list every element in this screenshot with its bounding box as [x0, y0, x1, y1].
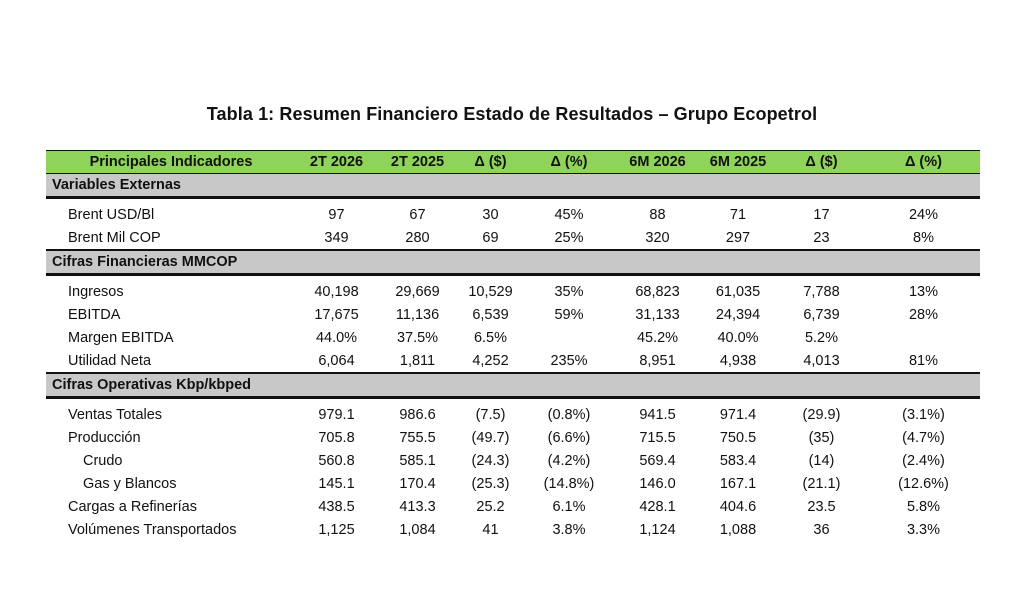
table-cell: 59%	[554, 306, 584, 323]
table-cell: 25.2	[476, 498, 505, 515]
table-cell: (35)	[808, 429, 835, 446]
table-cell: 24,394	[715, 306, 761, 323]
table-cell: 40.0%	[717, 329, 759, 346]
table-cell: 145.1	[318, 475, 355, 492]
table-cell: 979.1	[318, 406, 355, 423]
table-cell: 320	[645, 229, 670, 246]
table-cell: 44.0%	[315, 329, 358, 346]
row-label: Ingresos	[68, 283, 124, 300]
table-cell: 280	[405, 229, 430, 246]
table-cell: (14.8%)	[543, 475, 595, 492]
table-cell: 41	[482, 521, 499, 538]
table-cell: 560.8	[318, 452, 355, 469]
section-header: Cifras Financieras MMCOP	[46, 251, 980, 273]
table-cell: 67	[409, 206, 426, 223]
table-cell: (6.6%)	[547, 429, 591, 446]
column-header: 2T 2026	[309, 154, 364, 170]
column-header: 6M 2025	[709, 154, 767, 170]
column-header: Δ (%)	[550, 154, 588, 170]
table-cell: 45%	[554, 206, 584, 223]
table-cell: 31,133	[635, 306, 680, 323]
row-label: Utilidad Neta	[68, 352, 152, 369]
table-cell: 438.5	[318, 498, 355, 515]
table-cell: 297	[725, 229, 751, 246]
table-cell: 750.5	[719, 429, 757, 446]
table-cell: 8%	[913, 229, 934, 246]
table-cell: 10,529	[468, 283, 513, 300]
table-cell: 81%	[908, 352, 939, 369]
table-cell: 71	[729, 206, 747, 223]
table-cell: 29,669	[395, 283, 440, 300]
table-cell: 1,125	[318, 521, 355, 538]
table-cell: 17,675	[314, 306, 359, 323]
table-row	[46, 403, 980, 426]
table-cell: 1,084	[399, 521, 436, 538]
table-cell: 68,823	[635, 283, 680, 300]
table-cell: 4,252	[472, 352, 509, 369]
table-cell: 8,951	[639, 352, 676, 369]
table-cell: 146.0	[639, 475, 676, 492]
table-cell: (25.3)	[471, 475, 510, 492]
table-cell: (4.7%)	[902, 429, 945, 446]
table-cell: 23	[813, 229, 830, 246]
row-label: Ventas Totales	[68, 406, 163, 423]
row-label: EBITDA	[68, 306, 121, 323]
table-cell: 167.1	[719, 475, 757, 492]
table-cell: 45.2%	[636, 329, 679, 346]
table-cell: 36	[813, 521, 830, 538]
column-header: 2T 2025	[390, 154, 445, 170]
table-cell: 24%	[908, 206, 939, 223]
table-cell: 3.8%	[552, 521, 586, 538]
table-cell: 11,136	[395, 306, 440, 323]
column-header: Principales Indicadores	[89, 154, 253, 170]
table-cell: 97	[328, 206, 345, 223]
column-header: Δ ($)	[805, 154, 838, 170]
table-row	[46, 303, 980, 326]
table-cell: (12.6%)	[898, 475, 949, 492]
table-cell: 715.5	[639, 429, 676, 446]
table-cell: 1,088	[719, 521, 757, 538]
table-header-row	[46, 150, 980, 174]
table-cell: 941.5	[639, 406, 676, 423]
table-cell: 349	[324, 229, 349, 246]
table-title: Tabla 1: Resumen Financiero Estado de Resultados – Grupo Ecopetrol	[206, 104, 818, 124]
table-cell: 583.4	[719, 452, 757, 469]
table-cell: (21.1)	[802, 475, 841, 492]
table-cell: 569.4	[639, 452, 676, 469]
table-row	[46, 326, 980, 349]
column-header: 6M 2026	[629, 154, 686, 170]
table-cell: 17	[813, 206, 830, 223]
column-header: Δ (%)	[904, 154, 942, 170]
table-cell: 755.5	[399, 429, 436, 446]
financial-summary-table	[46, 150, 980, 541]
table-cell: 971.4	[719, 406, 757, 423]
table-cell: (3.1%)	[902, 406, 945, 423]
table-cell: 6,539	[472, 306, 509, 323]
table-cell: 6.5%	[473, 329, 508, 346]
column-header: Δ ($)	[474, 154, 507, 170]
table-cell: 6,739	[803, 306, 840, 323]
table-cell: 13%	[908, 283, 939, 300]
table-cell: 5.8%	[906, 498, 941, 515]
table-row	[46, 518, 980, 541]
row-label: Producción	[68, 429, 141, 446]
table-cell: 235%	[550, 352, 588, 369]
row-label: Crudo	[83, 452, 123, 469]
table-cell: (29.9)	[802, 406, 841, 423]
table-row	[46, 226, 980, 249]
table-row	[46, 203, 980, 226]
table-cell: 986.6	[399, 406, 436, 423]
table-cell: 3.3%	[906, 521, 941, 538]
table-row	[46, 449, 980, 472]
table-cell: 35%	[554, 283, 584, 300]
table-cell: (2.4%)	[902, 452, 945, 469]
row-label: Brent Mil COP	[68, 229, 161, 246]
table-cell: 25%	[554, 229, 584, 246]
table-cell: 61,035	[715, 283, 761, 300]
table-row	[46, 472, 980, 495]
table-cell: 30	[482, 206, 499, 223]
row-label: Brent USD/Bl	[68, 206, 155, 223]
table-cell: 88	[649, 206, 666, 223]
table-cell: 428.1	[639, 498, 676, 515]
table-cell: (0.8%)	[547, 406, 591, 423]
table-cell: 705.8	[318, 429, 355, 446]
table-cell: 404.6	[719, 498, 757, 515]
table-cell: 69	[482, 229, 499, 246]
table-cell: (4.2%)	[547, 452, 591, 469]
table-row	[46, 349, 980, 372]
table-cell: 7,788	[803, 283, 840, 300]
table-cell: (14)	[808, 452, 835, 469]
table-cell: 4,013	[803, 352, 840, 369]
table-cell: (49.7)	[471, 429, 510, 446]
row-label: Cargas a Refinerías	[68, 498, 197, 515]
table-cell: 37.5%	[396, 329, 439, 346]
table-row	[46, 495, 980, 518]
table-cell: 1,811	[399, 352, 436, 369]
table-cell: 4,938	[719, 352, 757, 369]
table-cell: 23.5	[807, 498, 836, 515]
row-label: Margen EBITDA	[68, 329, 174, 346]
table-cell: 170.4	[399, 475, 436, 492]
row-label: Gas y Blancos	[83, 475, 177, 492]
table-cell: 585.1	[399, 452, 436, 469]
table-row	[46, 426, 980, 449]
table-cell: (7.5)	[475, 406, 506, 423]
table-cell: 28%	[908, 306, 939, 323]
table-cell: 6,064	[318, 352, 355, 369]
table-cell: 6.1%	[552, 498, 586, 515]
table-cell: 413.3	[399, 498, 436, 515]
table-cell: 1,124	[639, 521, 676, 538]
table-cell: 5.2%	[804, 329, 839, 346]
row-label: Volúmenes Transportados	[68, 521, 237, 538]
table-cell: 40,198	[314, 283, 359, 300]
section-header: Cifras Operativas Kbp/kbped	[46, 374, 980, 396]
table-row	[46, 280, 980, 303]
section-header: Variables Externas	[46, 174, 980, 196]
table-cell: (24.3)	[471, 452, 510, 469]
